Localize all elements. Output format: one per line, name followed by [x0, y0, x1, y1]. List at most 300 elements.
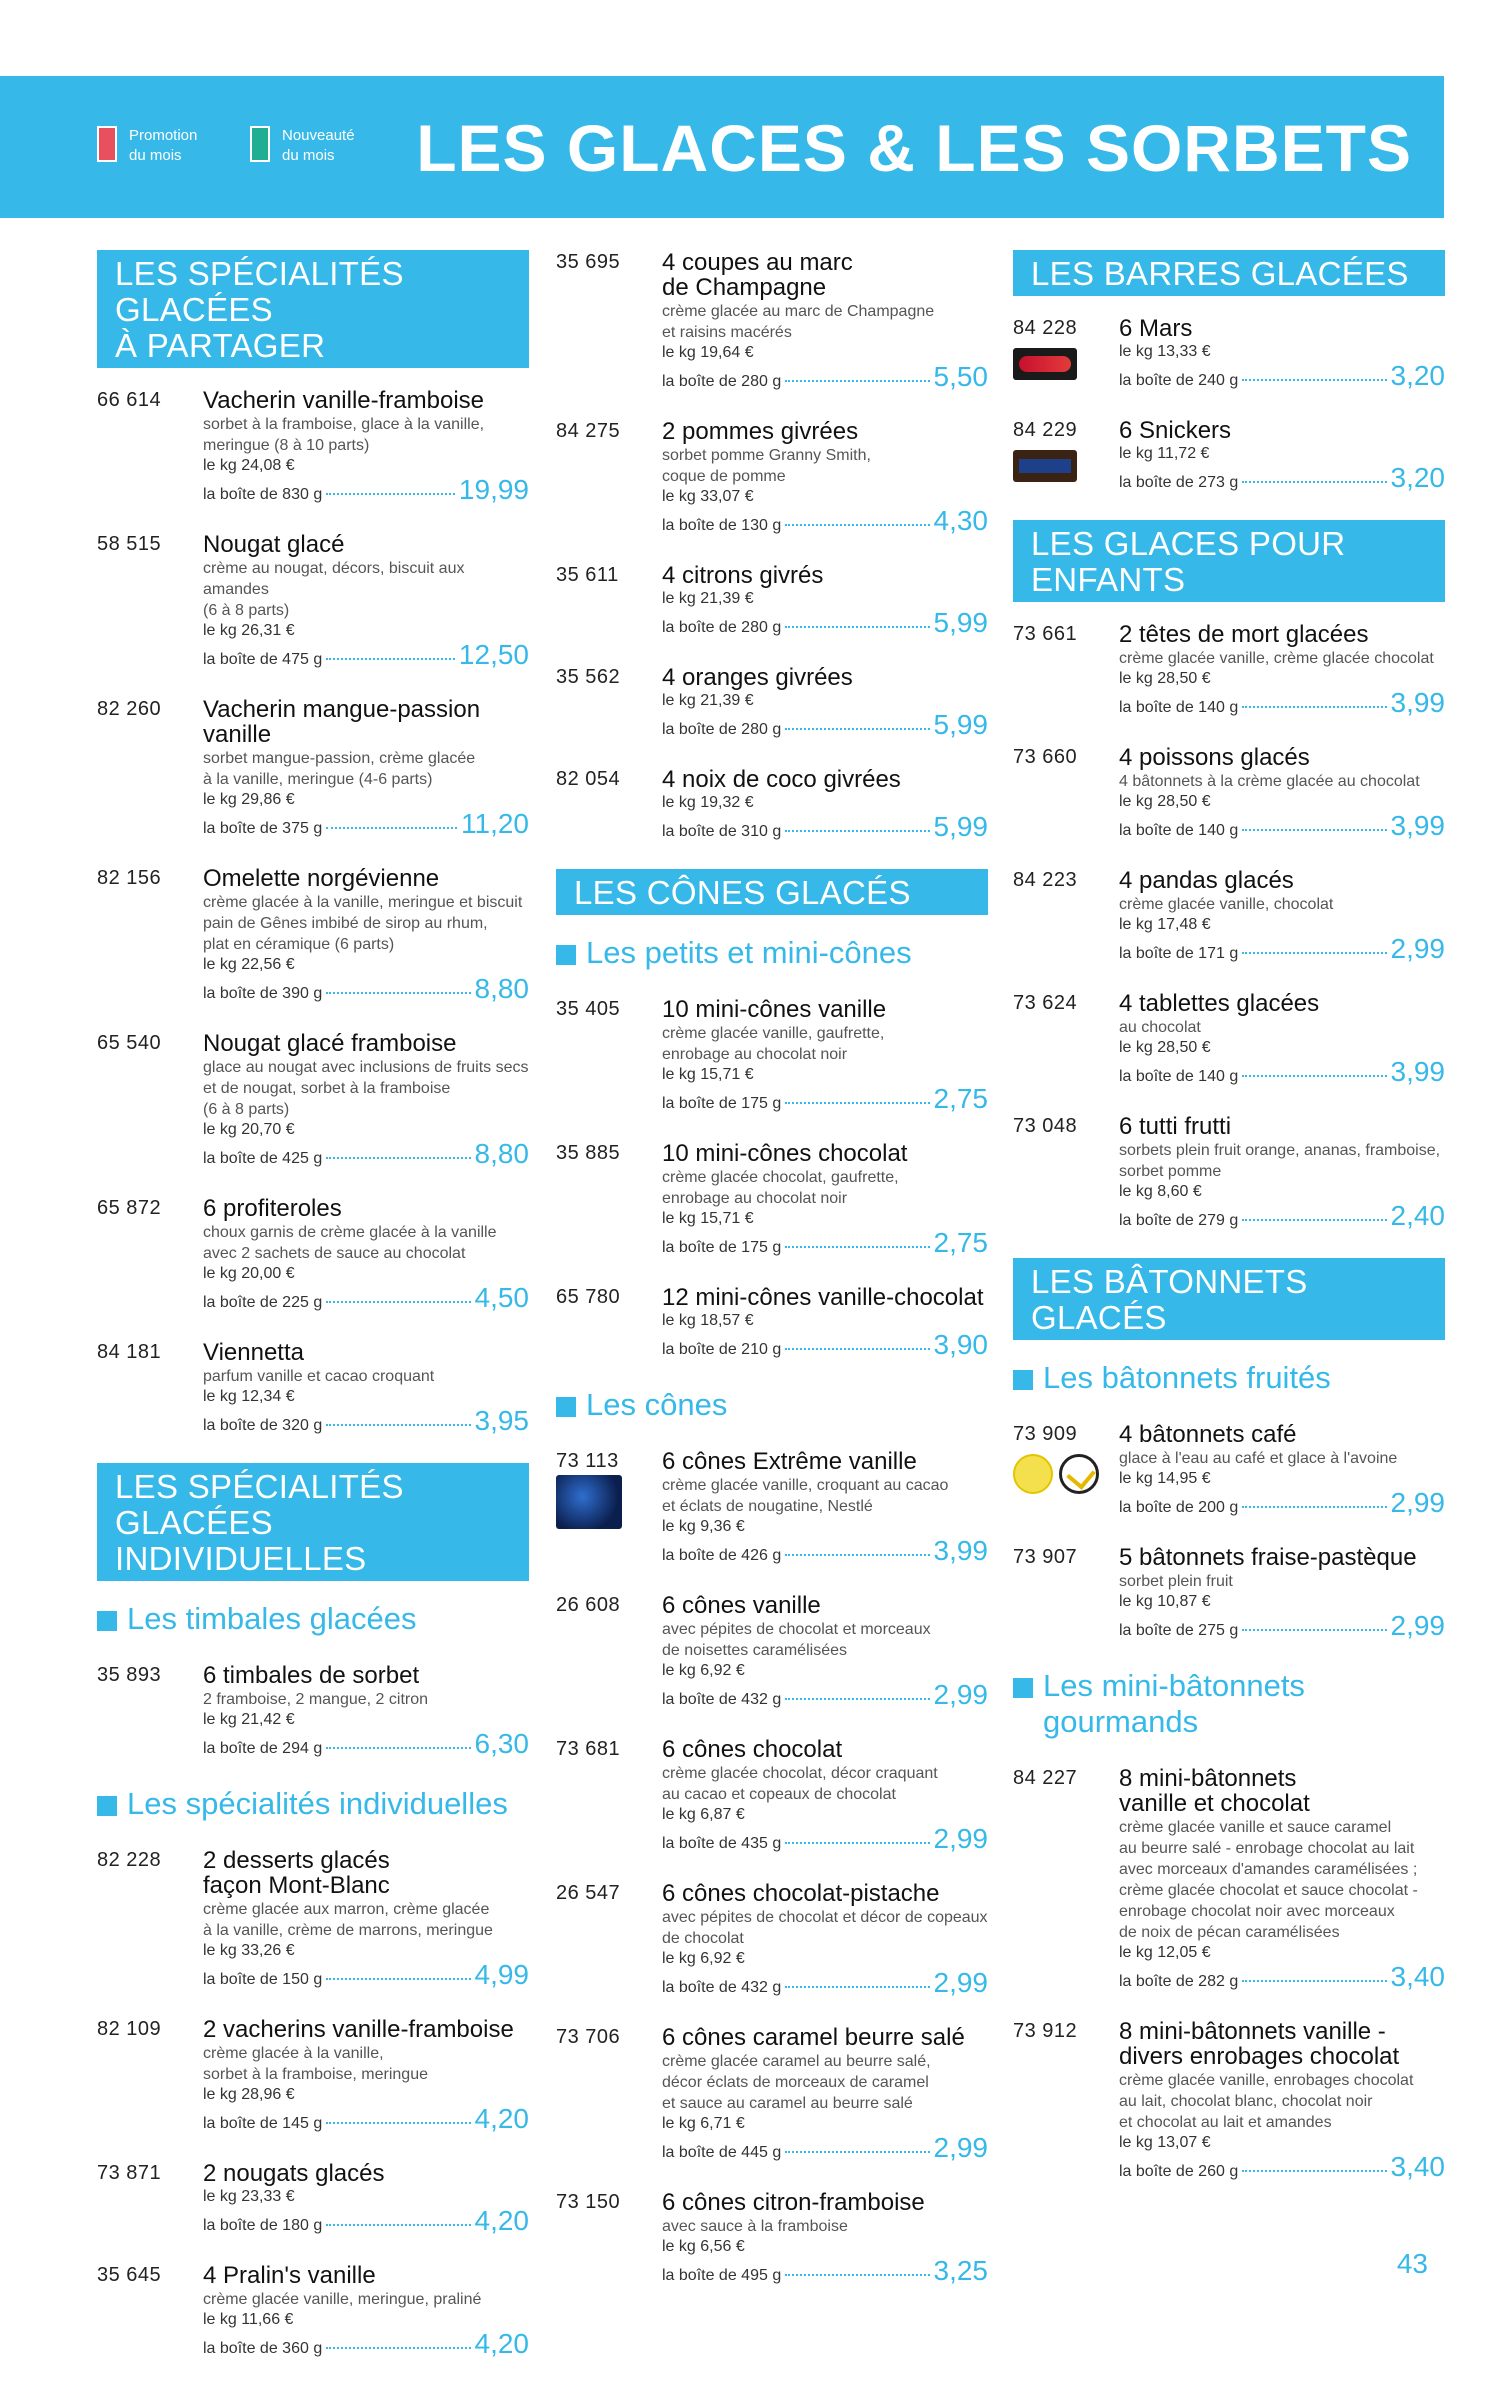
- dot-leader: [785, 2274, 929, 2276]
- product-name: 6 cônes chocolat-pistache: [662, 1880, 940, 1907]
- price-per-kg: le kg 29,86 €: [203, 791, 295, 808]
- product-item: [556, 1593, 988, 1711]
- product-code: 73 661: [1013, 623, 1078, 645]
- product-price: 3,99: [1390, 1056, 1445, 1087]
- box-row: [1119, 1202, 1445, 1232]
- box-row: [662, 609, 988, 639]
- product-item: [97, 1848, 529, 1991]
- product-name: 4 noix de coco givrées: [662, 766, 901, 793]
- product-description: avec pépites de chocolat et décor de copeaux de chocolat: [662, 1909, 988, 1947]
- product-description: crème glacée chocolat, gaufrette, enrobage au chocolat noir: [662, 1169, 899, 1207]
- product-price: 2,40: [1390, 1200, 1445, 1231]
- product-description: crème glacée à la vanille, sorbet à la framboise, meringue: [203, 2045, 428, 2083]
- product-description: avec sauce à la framboise: [662, 2218, 848, 2235]
- product-item: [556, 1737, 988, 1855]
- box-row: [203, 1140, 529, 1170]
- product-list: [97, 388, 529, 1437]
- dot-leader: [326, 658, 455, 660]
- product-code: 35 405: [556, 998, 621, 1020]
- box-weight: la boîte de 130 g: [662, 517, 782, 534]
- dot-leader: [785, 1986, 929, 1988]
- price-per-kg: le kg 28,50 €: [1119, 1039, 1211, 1056]
- product-code: 82 156: [97, 867, 162, 889]
- price-per-kg: le kg 12,34 €: [203, 1388, 295, 1405]
- product-item: [1013, 1545, 1445, 1642]
- product-name: 4 oranges givrées: [662, 664, 853, 691]
- box-weight: la boîte de 280 g: [662, 721, 782, 738]
- legend-promotion: [97, 126, 229, 166]
- product-item: [97, 2161, 529, 2237]
- box-weight: la boîte de 175 g: [662, 1239, 782, 1256]
- box-weight: la boîte de 279 g: [1119, 1212, 1239, 1229]
- product-description: parfum vanille et cacao croquant: [203, 1368, 435, 1385]
- box-row: [1119, 2153, 1445, 2183]
- product-name: Omelette norgévienne: [203, 865, 440, 892]
- box-weight: la boîte de 180 g: [203, 2217, 323, 2234]
- product-name: 6 profiteroles: [203, 1195, 342, 1222]
- product-code: 84 227: [1013, 1767, 1078, 1789]
- product-item: [1013, 1114, 1445, 1232]
- box-row: [662, 2257, 988, 2287]
- product-price: 3,99: [1390, 810, 1445, 841]
- dot-leader: [326, 992, 470, 994]
- box-row: [662, 711, 988, 741]
- price-per-kg: le kg 8,60 €: [1119, 1183, 1202, 1200]
- product-price: 3,20: [1390, 462, 1445, 493]
- product-price: 4,99: [474, 1959, 529, 1990]
- product-price: 2,99: [933, 2132, 988, 2163]
- price-per-kg: le kg 6,92 €: [662, 1662, 745, 1679]
- subsection-heading: Les bâtonnets fruités: [1013, 1360, 1445, 1396]
- price-per-kg: le kg 28,50 €: [1119, 793, 1211, 810]
- box-weight: la boîte de 425 g: [203, 1150, 323, 1167]
- product-item: [556, 250, 988, 393]
- box-weight: la boîte de 280 g: [662, 619, 782, 636]
- product-price: 3,95: [474, 1405, 529, 1436]
- extreme-product-image: [556, 1475, 622, 1529]
- price-per-kg: le kg 10,87 €: [1119, 1593, 1211, 1610]
- product-name: 6 Mars: [1119, 315, 1193, 342]
- dot-leader: [1242, 1075, 1386, 1077]
- dot-leader: [326, 1424, 470, 1426]
- box-row: [1119, 1963, 1445, 1993]
- product-name: 2 vacherins vanille-framboise: [203, 2016, 514, 2043]
- label-badges: [1013, 1454, 1105, 1494]
- box-weight: la boîte de 140 g: [1119, 699, 1239, 716]
- product-list: [556, 1449, 988, 2287]
- product-code: 82 228: [97, 1849, 162, 1871]
- price-per-kg: le kg 20,70 €: [203, 1121, 295, 1138]
- price-per-kg: le kg 9,36 €: [662, 1518, 745, 1535]
- product-code: 73 150: [556, 2191, 621, 2213]
- dot-leader: [326, 2347, 470, 2349]
- box-weight: la boîte de 495 g: [662, 2267, 782, 2284]
- header-banner: [0, 76, 1444, 218]
- snickers-product-image: [1013, 450, 1077, 482]
- product-price: 3,40: [1390, 2151, 1445, 2182]
- product-description: sorbet mangue-passion, crème glacée à la vanille, meringue (4-6 parts): [203, 750, 476, 788]
- product-list: [1013, 1422, 1445, 1642]
- product-name: Viennetta: [203, 1339, 304, 1366]
- product-item: [556, 1881, 988, 1999]
- product-price: 2,75: [933, 1227, 988, 1258]
- box-row: [203, 810, 529, 840]
- product-code: 35 562: [556, 666, 621, 688]
- dot-leader: [326, 493, 455, 495]
- box-weight: la boîte de 375 g: [203, 820, 323, 837]
- product-code: 82 260: [97, 698, 162, 720]
- dot-leader: [785, 728, 929, 730]
- price-per-kg: le kg 21,39 €: [662, 590, 754, 607]
- dot-leader: [1242, 1219, 1386, 1221]
- product-code: 73 909: [1013, 1423, 1078, 1445]
- product-item: [97, 1031, 529, 1170]
- product-list: [556, 997, 988, 1361]
- product-code: 35 885: [556, 1142, 621, 1164]
- product-code: 73 912: [1013, 2020, 1078, 2042]
- product-description: avec pépites de chocolat et morceaux de noisettes caramélisées: [662, 1621, 931, 1659]
- product-code: 84 223: [1013, 869, 1078, 891]
- product-price: 3,99: [1390, 687, 1445, 718]
- product-price: 8,80: [474, 1138, 529, 1169]
- product-code: 73 113: [556, 1450, 619, 1472]
- box-weight: la boîte de 210 g: [662, 1341, 782, 1358]
- box-weight: la boîte de 140 g: [1119, 1068, 1239, 1085]
- subsection-heading: Les cônes: [556, 1387, 988, 1423]
- dot-leader: [785, 830, 929, 832]
- price-per-kg: le kg 6,92 €: [662, 1950, 745, 1967]
- product-item: [1013, 316, 1445, 392]
- product-name: 8 mini-bâtonnets vanille et chocolat: [1119, 1765, 1310, 1817]
- product-name: 2 pommes givrées: [662, 418, 859, 445]
- price-per-kg: le kg 28,96 €: [203, 2086, 295, 2103]
- box-row: [662, 363, 988, 393]
- dot-leader: [1242, 952, 1386, 954]
- box-row: [203, 476, 529, 506]
- dot-leader: [326, 2122, 470, 2124]
- product-name: Vacherin mangue-passion vanille: [203, 696, 481, 748]
- product-code: 35 611: [556, 564, 619, 586]
- product-item: [1013, 622, 1445, 719]
- box-row: [203, 1407, 529, 1437]
- product-item: [556, 665, 988, 741]
- box-row: [203, 1730, 529, 1760]
- dot-leader: [326, 827, 457, 829]
- box-row: [203, 2330, 529, 2360]
- product-code: 73 871: [97, 2162, 162, 2184]
- box-weight: la boîte de 273 g: [1119, 474, 1239, 491]
- product-name: 2 nougats glacés: [203, 2160, 385, 2187]
- product-item: [97, 2263, 529, 2360]
- product-list: [556, 250, 988, 843]
- product-price: 12,50: [458, 639, 529, 670]
- dot-leader: [785, 1554, 929, 1556]
- legend-nouveaute: [250, 126, 382, 166]
- product-description: au chocolat: [1119, 1019, 1201, 1036]
- box-row: [662, 1229, 988, 1259]
- product-name: 6 cônes citron-framboise: [662, 2189, 925, 2216]
- section-heading: LES BARRES GLACÉES: [1013, 250, 1445, 296]
- product-description: sorbets plein fruit orange, ananas, framboise, sorbet pomme: [1119, 1142, 1441, 1180]
- product-item: [97, 1196, 529, 1314]
- page-number: 43: [1396, 2248, 1428, 2279]
- box-weight: la boîte de 260 g: [1119, 2163, 1239, 2180]
- product-item: [1013, 1422, 1445, 1519]
- product-description: crème glacée aux marron, crème glacée à la vanille, crème de marrons, meringue: [203, 1901, 493, 1939]
- box-row: [203, 1284, 529, 1314]
- product-price: 5,99: [933, 811, 988, 842]
- box-weight: la boîte de 282 g: [1119, 1973, 1239, 1990]
- product-name: 6 Snickers: [1119, 417, 1232, 444]
- box-weight: la boîte de 320 g: [203, 1417, 323, 1434]
- product-description: sorbet plein fruit: [1119, 1573, 1233, 1590]
- box-weight: la boîte de 150 g: [203, 1971, 323, 1988]
- product-item: [97, 388, 529, 506]
- dot-leader: [1242, 829, 1386, 831]
- dot-leader: [785, 2151, 929, 2153]
- box-row: [1119, 464, 1445, 494]
- dot-leader: [1242, 1980, 1386, 1982]
- product-description: crème glacée vanille, croquant au cacao et éclats de nougatine, Nestlé: [662, 1477, 949, 1515]
- product-price: 2,99: [933, 1967, 988, 1998]
- product-price: 3,99: [933, 1535, 988, 1566]
- product-code: 35 695: [556, 251, 621, 273]
- product-description: crème glacée au marc de Champagne et raisins macérés: [662, 303, 935, 341]
- box-weight: la boîte de 475 g: [203, 651, 323, 668]
- product-name: Vacherin vanille-framboise: [203, 387, 485, 414]
- product-description: 2 framboise, 2 mangue, 2 citron: [203, 1691, 429, 1708]
- product-item: [556, 2190, 988, 2287]
- new-label: Nouveauté du mois: [282, 127, 355, 164]
- product-code: 73 660: [1013, 746, 1078, 768]
- price-per-kg: le kg 24,08 €: [203, 457, 295, 474]
- product-name: 8 mini-bâtonnets vanille - divers enrobages chocolat: [1119, 2018, 1400, 2070]
- product-item: [97, 866, 529, 1005]
- box-weight: la boîte de 140 g: [1119, 822, 1239, 839]
- box-weight: la boîte de 175 g: [662, 1095, 782, 1112]
- box-row: [203, 641, 529, 671]
- price-per-kg: le kg 21,42 €: [203, 1711, 295, 1728]
- dot-leader: [326, 1157, 470, 1159]
- product-code: 26 608: [556, 1594, 621, 1616]
- price-per-kg: le kg 11,66 €: [203, 2311, 294, 2328]
- product-name: 4 poissons glacés: [1119, 744, 1310, 771]
- product-code: 35 645: [97, 2264, 162, 2286]
- product-name: 6 tutti frutti: [1119, 1113, 1232, 1140]
- box-weight: la boîte de 432 g: [662, 1691, 782, 1708]
- box-weight: la boîte de 830 g: [203, 486, 323, 503]
- product-item: [556, 767, 988, 843]
- subsection-heading: Les spécialités individuelles: [97, 1786, 529, 1822]
- product-price: 2,99: [933, 1823, 988, 1854]
- dot-leader: [1242, 1629, 1386, 1631]
- product-item: [556, 563, 988, 639]
- price-per-kg: le kg 23,33 €: [203, 2188, 295, 2205]
- box-weight: la boîte de 432 g: [662, 1979, 782, 1996]
- product-name: 4 tablettes glacées: [1119, 990, 1320, 1017]
- dot-leader: [785, 1698, 929, 1700]
- box-weight: la boîte de 294 g: [203, 1740, 323, 1757]
- dot-leader: [1242, 706, 1386, 708]
- box-weight: la boîte de 390 g: [203, 985, 323, 1002]
- dot-leader: [785, 1246, 929, 1248]
- product-item: [556, 1141, 988, 1259]
- product-description: crème glacée vanille, crème glacée chocolat: [1119, 650, 1434, 667]
- section-heading: LES SPÉCIALITÉS GLACÉES À PARTAGER: [97, 250, 529, 368]
- product-list: [97, 1848, 529, 2360]
- box-weight: la boîte de 360 g: [203, 2340, 323, 2357]
- box-weight: la boîte de 171 g: [1119, 945, 1239, 962]
- dot-leader: [1242, 1506, 1386, 1508]
- product-item: [1013, 868, 1445, 965]
- product-code: 73 907: [1013, 1546, 1078, 1568]
- product-price: 2,99: [933, 1679, 988, 1710]
- box-weight: la boîte de 280 g: [662, 373, 782, 390]
- dot-leader: [785, 1102, 929, 1104]
- box-row: [662, 1085, 988, 1115]
- product-description: crème glacée vanille et sauce caramel au beurre salé - enrobage chocolat au lait avec morceaux d'amandes caramélisées ; crème glacée chocolat et sauce chocolat - enrobage chocolat noir avec morceaux de noix de pécan caramélisées: [1119, 1819, 1418, 1941]
- price-per-kg: le kg 6,87 €: [662, 1806, 745, 1823]
- product-item: [97, 1663, 529, 1760]
- product-name: 2 têtes de mort glacées: [1119, 621, 1369, 648]
- product-description: glace au nougat avec inclusions de fruits secs et de nougat, sorbet à la framboise (6 à 8 parts): [203, 1059, 529, 1118]
- box-row: [1119, 362, 1445, 392]
- product-code: 66 614: [97, 389, 162, 411]
- box-row: [1119, 812, 1445, 842]
- product-item: [1013, 745, 1445, 842]
- price-per-kg: le kg 11,72 €: [1119, 445, 1210, 462]
- product-description: crème glacée vanille, chocolat: [1119, 896, 1334, 913]
- price-per-kg: le kg 13,33 €: [1119, 343, 1211, 360]
- product-list: [97, 1663, 529, 1760]
- product-name: 4 pandas glacés: [1119, 867, 1294, 894]
- page-title: LES GLACES & LES SORBETS: [416, 111, 1412, 185]
- price-per-kg: le kg 28,50 €: [1119, 670, 1211, 687]
- dot-leader: [785, 1842, 929, 1844]
- product-code: 73 681: [556, 1738, 621, 1760]
- dot-leader: [1242, 481, 1386, 483]
- product-price: 3,20: [1390, 360, 1445, 391]
- product-code: 58 515: [97, 533, 162, 555]
- dot-leader: [326, 1747, 470, 1749]
- product-name: 10 mini-cônes vanille: [662, 996, 887, 1023]
- product-code: 84 275: [556, 420, 621, 442]
- product-price: 11,20: [461, 808, 529, 839]
- product-price: 19,99: [458, 474, 529, 505]
- promo-swatch: [97, 126, 117, 162]
- box-row: [1119, 689, 1445, 719]
- subsection-heading: Les mini-bâtonnets gourmands: [1013, 1668, 1445, 1740]
- dot-leader: [326, 1978, 470, 1980]
- product-name: 4 citrons givrés: [662, 562, 824, 589]
- new-swatch: [250, 126, 270, 162]
- subsection-heading: Les petits et mini-cônes: [556, 935, 988, 971]
- vegan-badge-icon: [1059, 1454, 1099, 1494]
- product-list: [1013, 1766, 1445, 2183]
- product-list: [1013, 316, 1445, 494]
- column-3: [1013, 250, 1445, 2209]
- column-2: [556, 250, 988, 2313]
- product-price: 3,40: [1390, 1961, 1445, 1992]
- box-weight: la boîte de 200 g: [1119, 1499, 1239, 1516]
- product-item: [556, 1449, 988, 1567]
- dot-leader: [785, 626, 929, 628]
- product-list: [1013, 622, 1445, 1232]
- price-per-kg: le kg 19,64 €: [662, 344, 754, 361]
- product-price: 6,30: [474, 1728, 529, 1759]
- product-price: 2,99: [1390, 1610, 1445, 1641]
- vegetal-badge-icon: [1013, 1454, 1053, 1494]
- box-row: [662, 813, 988, 843]
- box-row: [662, 1681, 988, 1711]
- section-heading: LES BÂTONNETS GLACÉS: [1013, 1258, 1445, 1340]
- product-code: 84 228: [1013, 317, 1078, 339]
- product-price: 3,90: [933, 1329, 988, 1360]
- box-weight: la boîte de 145 g: [203, 2115, 323, 2132]
- box-row: [203, 1961, 529, 1991]
- product-item: [1013, 418, 1445, 494]
- price-per-kg: le kg 6,56 €: [662, 2238, 745, 2255]
- price-per-kg: le kg 15,71 €: [662, 1210, 754, 1227]
- product-item: [97, 2017, 529, 2135]
- product-item: [556, 2025, 988, 2164]
- section-heading: LES CÔNES GLACÉS: [556, 869, 988, 915]
- section-heading: LES SPÉCIALITÉS GLACÉES INDIVIDUELLES: [97, 1463, 529, 1581]
- product-code: 84 181: [97, 1341, 162, 1363]
- box-row: [203, 2105, 529, 2135]
- dot-leader: [326, 1301, 470, 1303]
- box-weight: la boîte de 426 g: [662, 1547, 782, 1564]
- product-code: 73 706: [556, 2026, 621, 2048]
- price-per-kg: le kg 22,56 €: [203, 956, 295, 973]
- product-price: 2,99: [1390, 933, 1445, 964]
- box-weight: la boîte de 310 g: [662, 823, 782, 840]
- product-name: 4 Pralin's vanille: [203, 2262, 376, 2289]
- product-item: [97, 697, 529, 840]
- product-description: crème au nougat, décors, biscuit aux amandes (6 à 8 parts): [203, 560, 465, 619]
- product-description: crème glacée à la vanille, meringue et biscuit pain de Gênes imbibé de sirop au rhum, plat en céramique (6 parts): [203, 894, 523, 953]
- product-price: 2,99: [1390, 1487, 1445, 1518]
- product-item: [556, 419, 988, 537]
- dot-leader: [1242, 379, 1386, 381]
- product-description: glace à l'eau au café et glace à l'avoine: [1119, 1450, 1398, 1467]
- box-row: [662, 1331, 988, 1361]
- product-description: 4 bâtonnets à la crème glacée au chocolat: [1119, 773, 1420, 790]
- product-price: 4,20: [474, 2103, 529, 2134]
- product-description: choux garnis de crème glacée à la vanille avec 2 sachets de sauce au chocolat: [203, 1224, 497, 1262]
- price-per-kg: le kg 6,71 €: [662, 2115, 745, 2132]
- column-1: [97, 250, 529, 2386]
- box-row: [662, 2134, 988, 2164]
- product-code: 82 109: [97, 2018, 162, 2040]
- product-code: 73 624: [1013, 992, 1078, 1014]
- product-name: 6 timbales de sorbet: [203, 1662, 420, 1689]
- product-description: crème glacée vanille, enrobages chocolat au lait, chocolat blanc, chocolat noir et chocolat au lait et amandes: [1119, 2072, 1414, 2131]
- box-row: [203, 2207, 529, 2237]
- box-row: [662, 1825, 988, 1855]
- product-code: 26 547: [556, 1882, 621, 1904]
- product-name: 10 mini-cônes chocolat: [662, 1140, 908, 1167]
- price-per-kg: le kg 33,26 €: [203, 1942, 295, 1959]
- dot-leader: [785, 1348, 929, 1350]
- box-row: [662, 507, 988, 537]
- product-item: [97, 1340, 529, 1437]
- product-name: 12 mini-cônes vanille-chocolat: [662, 1284, 984, 1311]
- product-description: crème glacée vanille, meringue, praliné: [203, 2291, 482, 2308]
- product-code: 82 054: [556, 768, 621, 790]
- product-price: 5,99: [933, 709, 988, 740]
- dot-leader: [326, 2224, 470, 2226]
